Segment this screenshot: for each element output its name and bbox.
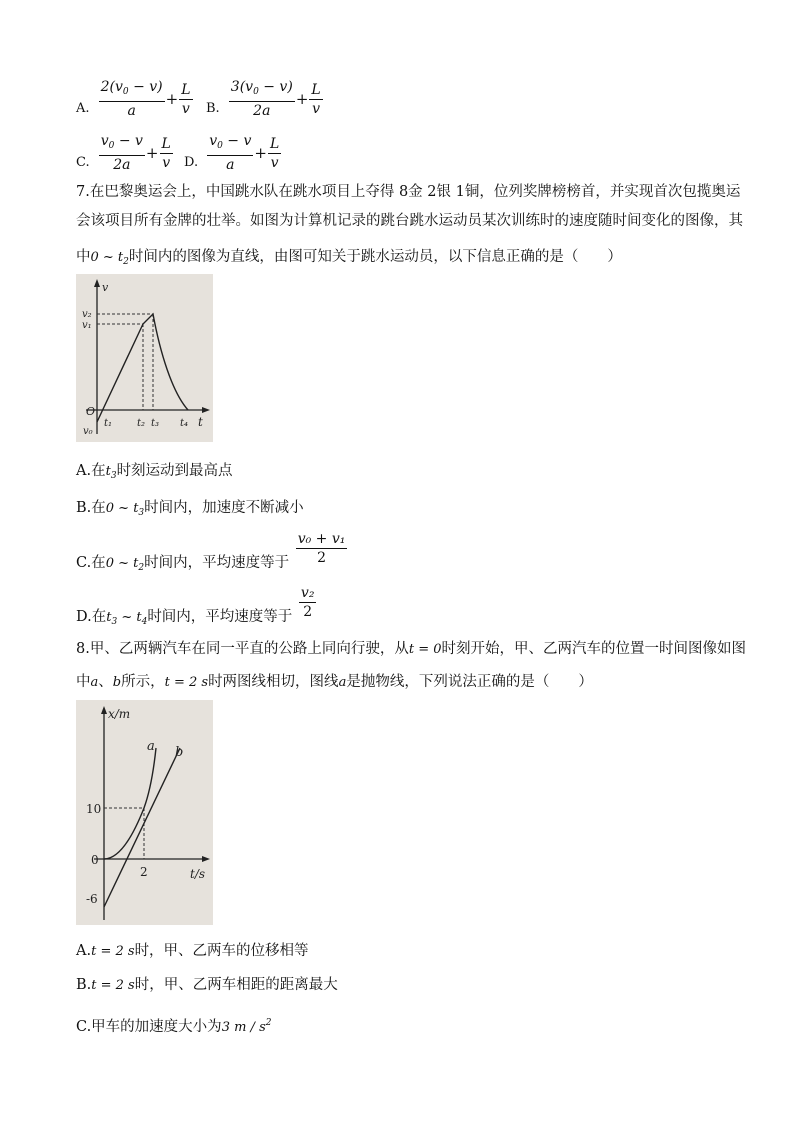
curve-a	[104, 748, 156, 859]
q6-option-d: $_{D.}$ $\frac{v_0 - v}{a}$ + $\frac{L}{v}$	[184, 133, 280, 173]
t4-label: t₄	[180, 418, 189, 429]
q7-line-3: 中0 ~ $t_2$时间内的图像为直线，由图可知关于跳水运动员，以下信息正确的是（ ）	[76, 249, 622, 267]
q7-option-b: B.在0 ~ $t_3$时间内，加速度不断减小	[76, 500, 304, 518]
v2-label: v₂	[82, 309, 92, 320]
t2-label: t₂	[137, 418, 146, 429]
option-label: A.	[76, 100, 90, 116]
fraction: $\frac{v_0 - v}{a}$	[209, 133, 252, 173]
option-label: C.	[76, 154, 90, 170]
v0-label: v₀	[83, 426, 93, 437]
y-axis-label: x/m	[108, 707, 131, 721]
q8-option-a: A.t = 2 s时，甲、乙两车的位移相等	[76, 943, 309, 959]
tick-10: 10	[86, 802, 102, 816]
q8-position-time-graph	[76, 700, 213, 925]
q7-velocity-time-graph	[76, 274, 213, 442]
origin-label: O	[86, 405, 96, 418]
q7-line-1: 7.在巴黎奥运会上，中国跳水队在跳水项目上夺得 8金 2银 1铜，位列奖牌榜榜首，并实现首次包揽奥运	[76, 184, 741, 200]
fraction: $\frac{\text{v₀ + v₁}}{2}$	[297, 531, 346, 566]
q6-option-b: $_{B.}$ $\frac{3(v_0 - v)}{2a}$ + $\frac{L}{v}$	[206, 79, 321, 119]
tick-2: 2	[140, 865, 148, 879]
y-axis-label: v	[102, 281, 109, 294]
tick-0: 0	[91, 853, 99, 867]
q8-option-c: C.甲车的加速度大小为3 m / $s^2$	[76, 1018, 272, 1035]
fraction: $\frac{L}{v}$	[311, 81, 321, 117]
v1-label: v₁	[82, 320, 92, 331]
x-axis-arrow	[202, 856, 210, 862]
q8-option-b: B.t = 2 s时，甲、乙两车相距的距离最大	[76, 977, 338, 993]
q7-line-2: 会该项目所有金牌的壮举。如图为计算机记录的跳台跳水运动员某次训练时的速度随时间变化的图像，其	[76, 213, 743, 229]
y-axis-arrow	[94, 279, 100, 287]
fraction: $\frac{v_0 - v}{2a}$	[100, 133, 143, 173]
q6-option-c: $_{C.}$ $\frac{v_0 - v}{2a}$ + $\frac{L}{v}$	[76, 133, 171, 173]
fraction: $\frac{L}{v}$	[181, 81, 191, 117]
fraction: $\frac{\text{v₂}}{2}$	[300, 585, 315, 620]
fraction: $\frac{L}{v}$	[269, 135, 280, 171]
q7-option-d: D.在$t_3$ ~ $t_4$时间内，平均速度等于 $\frac{\text{v₂}}{2}$	[76, 585, 315, 627]
fraction: $\frac{3(v_0 - v)}{2a}$	[230, 79, 293, 119]
x-axis-label: t	[198, 415, 203, 429]
q8-line-1: 8.甲、乙两辆汽车在同一平直的公路上同向行驶，从t = 0时刻开始，甲、乙两汽车的位置一时间图像如图	[76, 641, 746, 657]
fraction: $\frac{2(v_0 - v)}{a}$	[100, 79, 163, 119]
q7-option-a: A.在$t_3$时刻运动到最高点	[76, 463, 233, 481]
q7-option-c: C.在0 ~ $t_2$时间内，平均速度等于 $\frac{\text{v₀ + v₁}}{2}$	[76, 531, 346, 573]
x-axis-arrow	[202, 407, 210, 413]
t1-label: t₁	[104, 418, 113, 429]
option-label: B.	[206, 100, 220, 116]
tick-neg6: -6	[86, 892, 98, 906]
line-b	[104, 748, 180, 907]
q6-option-a: $_{A.}$ $\frac{2(v_0 - v)}{a}$ + $\frac{L}{v}$	[76, 79, 191, 119]
y-axis-arrow	[101, 706, 107, 714]
curve-a-label: a	[147, 739, 155, 754]
x-axis-label: t/s	[190, 867, 206, 881]
fraction: $\frac{L}{v}$	[161, 135, 171, 171]
option-label: D.	[184, 154, 199, 170]
line-b-label: b	[175, 745, 184, 760]
q8-line-2: 中a、b所示，t = 2 s时两图线相切，图线a是抛物线，下列说法正确的是（ ）	[76, 674, 593, 690]
t3-label: t₃	[151, 418, 160, 429]
